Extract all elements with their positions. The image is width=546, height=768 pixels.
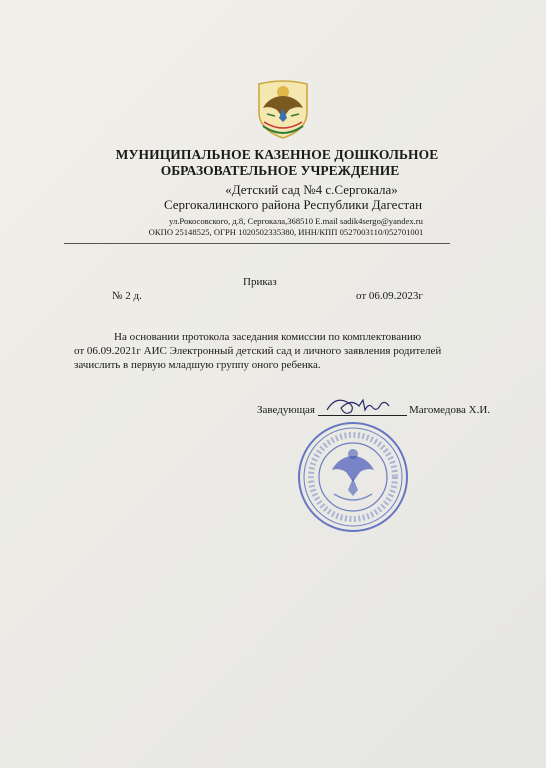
institution-name-line2: ОБРАЗОВАТЕЛЬНОЕ УЧРЕЖДЕНИЕ xyxy=(160,163,400,178)
institution-region: Сергокалинского района Республики Дагестан xyxy=(163,197,423,212)
signatory-name: Магомедова Х.И. xyxy=(409,404,491,416)
institution-name-line3: «Детский сад №4 с.Сергокала» xyxy=(225,182,398,197)
institution-name-line1: МУНИЦИПАЛЬНОЕ КАЗЕННОЕ ДОШКОЛЬНОЕ xyxy=(115,147,439,162)
official-stamp-seal xyxy=(296,420,410,534)
institution-address: ул.Рокосовского, д.8, Сергокала,368510 E.mail sadik4sergo@yandex.ru xyxy=(169,216,423,226)
institution-registry-codes: ОКПО 25148525, ОГРН 1020502335380, ИНН/КПП 0527003110/052701001 xyxy=(148,227,424,237)
order-date: от 06.09.2023г xyxy=(356,290,423,302)
order-body-line: от 06.09.2021г АИС Электронный детский сад и личного заявления родителей xyxy=(74,345,442,357)
header-divider xyxy=(64,243,450,244)
dagestan-emblem-icon xyxy=(255,78,311,140)
order-body-line: зачислить в первую младшую группу оного ребенка. xyxy=(74,359,321,371)
handwritten-signature xyxy=(325,394,391,418)
order-number: № 2 д. xyxy=(112,290,142,302)
signatory-position: Заведующая xyxy=(257,404,315,416)
order-body-line: На основании протокола заседания комиссии по комплектованию xyxy=(114,331,422,343)
order-title: Приказ xyxy=(243,276,277,288)
